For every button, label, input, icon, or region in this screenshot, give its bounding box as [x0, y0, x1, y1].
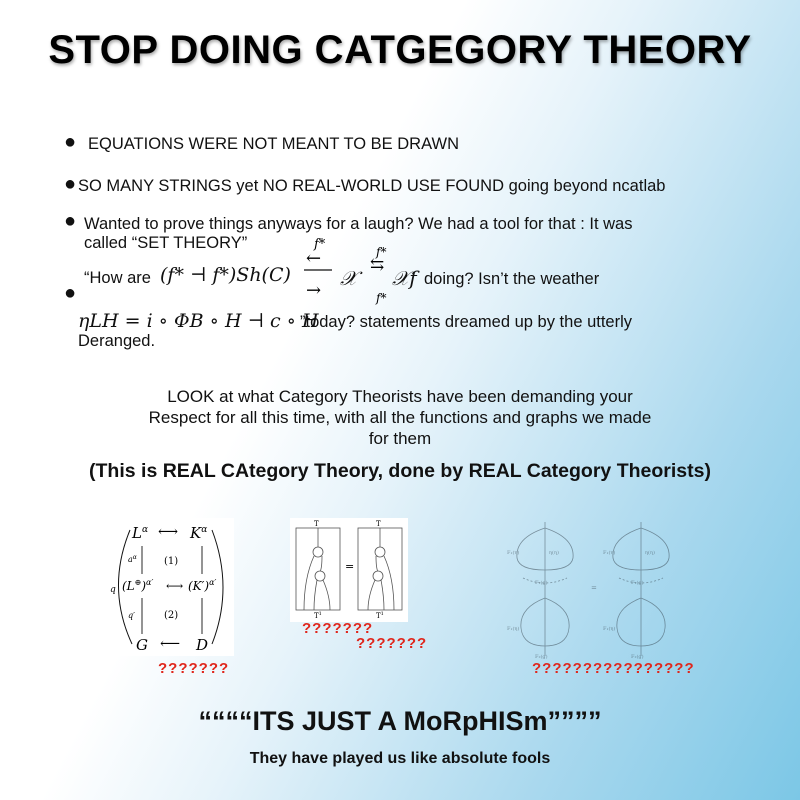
- diagram-1-question-marks: ???????: [158, 660, 230, 677]
- svg-text:F₁(g): F₁(g): [631, 580, 644, 586]
- bullet-4-text-3: Deranged.: [78, 332, 156, 350]
- svg-text:⟷: ⟷: [158, 524, 179, 540]
- look-line-2: Respect for all this time, with all the functions and graphs we made: [148, 408, 652, 427]
- punchline: ““““ITS JUST A MoRpHISm””””: [198, 706, 602, 736]
- bullet-dot-icon: ●: [64, 282, 77, 304]
- look-paragraph: [60, 386, 740, 449]
- bullet-4-math-xf: 𝒳f: [392, 266, 417, 290]
- svg-text:Lα: $L^\alpha$: [132, 524, 149, 542]
- bullet-dot-icon: ●: [64, 210, 77, 232]
- svg-text:(L⊕)α′: $(L^\oplus)^{\alpha'}$: [122, 578, 154, 593]
- bullet-dot-icon: ●: [64, 173, 77, 195]
- svg-text:⇆: ⇆: [370, 255, 385, 275]
- diagram-2-question-marks-1: ???????: [302, 620, 374, 637]
- svg-text:f*: f*: [376, 291, 387, 305]
- bullet-4-math-x: 𝒳: [340, 266, 358, 290]
- commutative-diagram: [108, 518, 234, 656]
- string-diagram-panel: [290, 518, 408, 622]
- bullet-1: EQUATIONS WERE NOT MEANT TO BE DRAWN: [88, 135, 459, 153]
- svg-text:aα: $a^\alpha$: [128, 554, 137, 564]
- diagram-2-question-marks-2: ???????: [356, 635, 428, 652]
- svg-text:f*: f*: [314, 237, 326, 252]
- string-diagram-equality: [290, 518, 408, 622]
- real-category-theory-subtitle: (This is REAL CAtegory Theory, done by REAL Category Theorists): [89, 460, 711, 482]
- bullet-4-math-adjunction: (f* ⊣ f*)Sh(C): [160, 264, 291, 286]
- svg-text:F₁(η): F₁(η): [603, 626, 616, 632]
- svg-text:→: →: [306, 280, 322, 301]
- svg-text:F₂(g): F₂(g): [631, 654, 644, 660]
- svg-text:T1: $T^1$: [314, 611, 322, 620]
- svg-text:←: ←: [306, 248, 322, 269]
- svg-text:=: =: [345, 560, 355, 573]
- bullet-3-line-2: called “SET THEORY”: [84, 234, 248, 252]
- meme-title: STOP DOING CATGEGORY THEORY: [48, 28, 752, 72]
- bullet-4-text-1: doing? Isn’t the weather: [424, 270, 600, 288]
- svg-text:(1): (1): [164, 556, 179, 567]
- svg-text:q′: q′: [128, 611, 135, 620]
- look-line-1: LOOK at what Category Theorists have been demanding your: [167, 387, 633, 406]
- svg-text:(K′)α′: $(K')^{\alpha'}$: [188, 578, 217, 593]
- faint-string-diagram-panel: [505, 518, 690, 660]
- svg-text:f*: f*: [376, 245, 387, 259]
- svg-text:F₁(η): F₁(η): [507, 550, 520, 556]
- svg-text:⟵: ⟵: [160, 636, 181, 652]
- svg-text:F₂(g): F₂(g): [535, 654, 548, 660]
- diagram-3-question-marks: ????????????????: [532, 660, 695, 677]
- svg-text:F₁(g): F₁(g): [535, 580, 548, 586]
- bullet-4-text-2: ”today? statements dreamed up by the utterly: [300, 313, 633, 331]
- svg-text:F₁(η): F₁(η): [603, 550, 616, 556]
- svg-text:q: q: [110, 585, 116, 595]
- svg-text:η(η): η(η): [645, 550, 655, 556]
- bullet-3-line-1: Wanted to prove things anyways for a laugh? We had a tool for that : It was: [84, 215, 633, 233]
- svg-text:Kα: $K^\alpha$: [190, 524, 208, 542]
- svg-text:G: G: [136, 636, 148, 654]
- svg-text:=: =: [591, 584, 597, 592]
- svg-text:T1: $T^1$: [376, 611, 384, 620]
- svg-text:η(η): η(η): [549, 550, 559, 556]
- bullet-4-open: “How are: [84, 269, 151, 287]
- svg-text:T: T: [376, 520, 381, 528]
- faint-string-diagram-equality: [505, 518, 690, 660]
- bullet-4-math-eta: ηLH = i ∘ ΦB ∘ H ⊣ c ∘ H: [78, 310, 319, 332]
- svg-text:T: T: [314, 520, 319, 528]
- svg-text:D: D: [196, 636, 209, 654]
- svg-text:(2): (2): [164, 610, 179, 621]
- bullet-dot-icon: ●: [64, 131, 77, 153]
- svg-text:F₁(η): F₁(η): [507, 626, 520, 632]
- bullet-2: SO MANY STRINGS yet NO REAL-WORLD USE FOUND going beyond ncatlab: [78, 177, 666, 195]
- look-line-3: for them: [368, 429, 432, 448]
- commutative-diagram-panel: [108, 518, 234, 656]
- footer-caption: They have played us like absolute fools: [249, 750, 551, 767]
- svg-text:⟷: ⟷: [166, 579, 184, 593]
